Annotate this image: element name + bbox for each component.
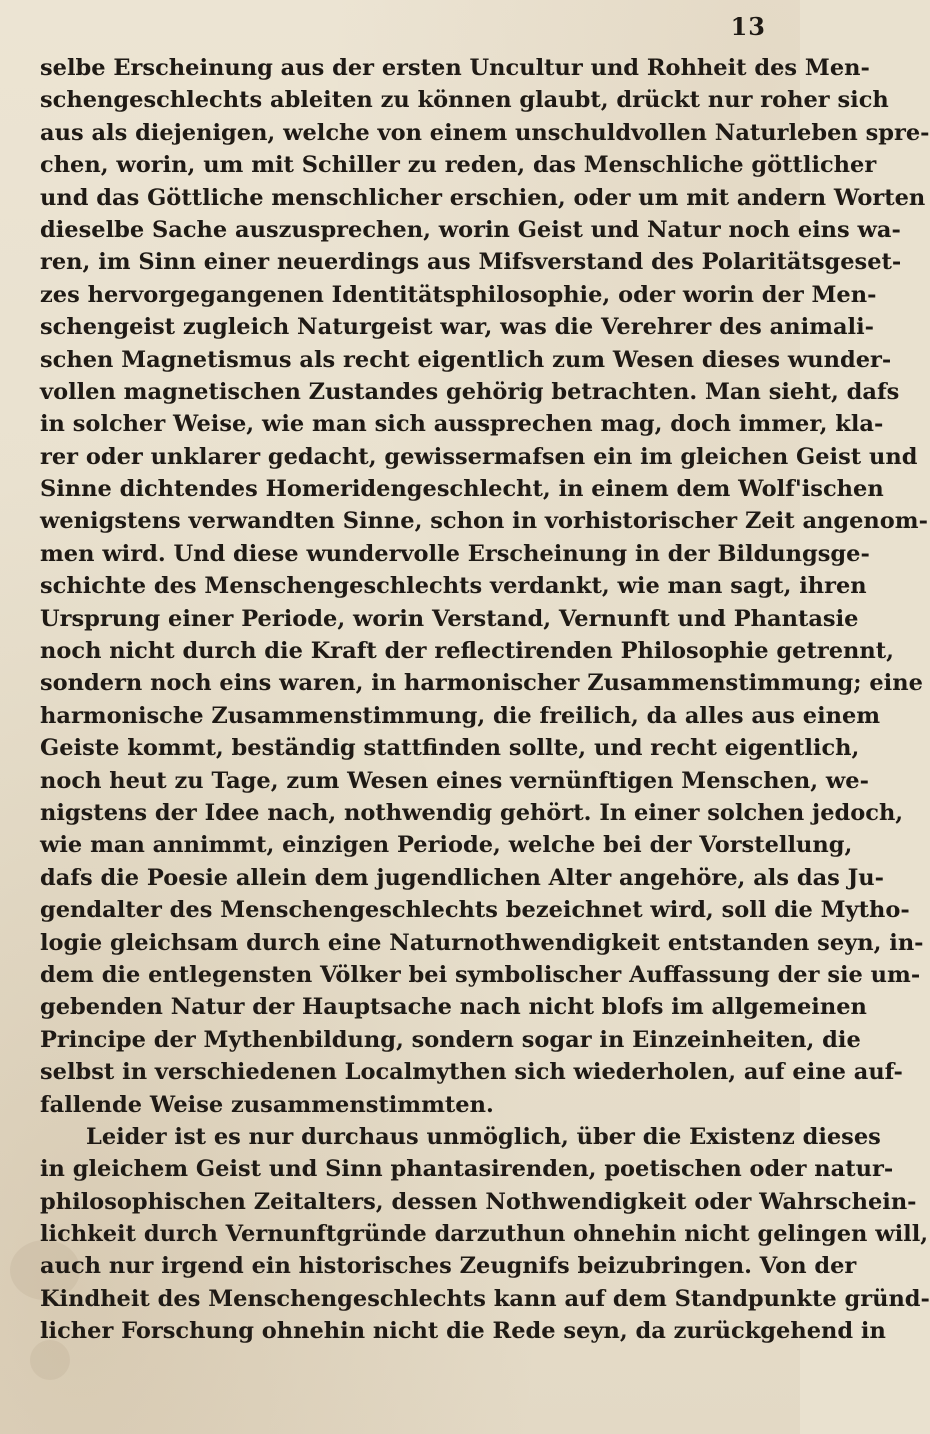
text-line: lichkeit durch Vernunftgründe darzuthun ohnehin nicht gelingen will,	[40, 1221, 929, 1248]
text-line: dem die entlegensten Völker bei symbolischer Auffassung der sie um-	[40, 961, 921, 988]
body-text	[40, 52, 930, 1348]
text-line: schengeschlechts ableiten zu können glaubt, drückt nur roher sich	[40, 87, 889, 114]
text-line: schichte des Menschengeschlechts verdankt, wie man sagt, ihren	[40, 573, 867, 600]
text-line: men wird. Und diese wundervolle Erscheinung in der Bildungsge-	[40, 540, 870, 567]
text-line: dafs die Poesie allein dem jugendlichen Alter angehöre, als das Ju-	[40, 864, 885, 891]
text-line: harmonische Zusammenstimmung, die freilich, da alles aus einem	[40, 702, 881, 729]
text-line: rer oder unklarer gedacht, gewissermafsen ein im gleichen Geist und	[40, 443, 918, 470]
text-line: schengeist zugleich Naturgeist war, was die Verehrer des animali-	[40, 314, 874, 341]
text-line: chen, worin, um mit Schiller zu reden, das Menschliche göttlicher	[40, 152, 877, 179]
text-line: Ursprung einer Periode, worin Verstand, Vernunft und Phantasie	[40, 605, 859, 632]
page-number: 13	[730, 12, 766, 41]
text-line: selbst in verschiedenen Localmythen sich wiederholen, auf eine auf-	[40, 1059, 903, 1086]
text-line: selbe Erscheinung aus der ersten Uncultur und Rohheit des Men-	[40, 55, 870, 81]
text-line: Kindheit des Menschengeschlechts kann auf dem Standpunkte gründ-	[40, 1285, 930, 1312]
text-line: sondern noch eins waren, in harmonischer Zusammenstimmung; eine	[40, 670, 923, 697]
text-line: gendalter des Menschengeschlechts bezeichnet wird, soll die Mytho-	[40, 897, 910, 924]
text-line: vollen magnetischen Zustandes gehörig betrachten. Man sieht, dafs	[40, 378, 900, 405]
text-line: wenigstens verwandten Sinne, schon in vorhistorischer Zeit angenom-	[40, 508, 928, 535]
text-line: Sinne dichtendes Homeridengeschlecht, in einem dem Wolf'ischen	[40, 476, 884, 503]
text-line: in gleichem Geist und Sinn phantasirenden, poetischen oder natur-	[40, 1156, 894, 1183]
text-line: philosophischen Zeitalters, dessen Nothwendigkeit oder Wahrschein-	[40, 1188, 917, 1215]
text-line: noch heut zu Tage, zum Wesen eines vernünftigen Menschen, we-	[40, 767, 869, 794]
text-line: logie gleichsam durch eine Naturnothwendigkeit entstanden seyn, in-	[40, 929, 924, 956]
text-line: ren, im Sinn einer neuerdings aus Mifsverstand des Polaritätsgeset-	[40, 249, 902, 276]
text-line: gebenden Natur der Hauptsache nach nicht blofs im allgemeinen	[40, 994, 867, 1021]
text-line: auch nur irgend ein historisches Zeugnifs beizubringen. Von der	[40, 1253, 857, 1280]
text-line: schen Magnetismus als recht eigentlich zum Wesen dieses wunder-	[40, 346, 892, 373]
text-line: nigstens der Idee nach, nothwendig gehört. In einer solchen jedoch,	[40, 799, 904, 826]
text-line: zes hervorgegangenen Identitätsphilosophie, oder worin der Men-	[40, 281, 877, 308]
text-line: und das Göttliche menschlicher erschien, oder um mit andern Worten	[40, 184, 926, 211]
text-line: Geiste kommt, beständig stattfinden sollte, und recht eigentlich,	[40, 735, 860, 762]
text-line: wie man annimmt, einzigen Periode, welche bei der Vorstellung,	[40, 832, 853, 859]
text-line: licher Forschung ohnehin nicht die Rede seyn, da zurückgehend in	[40, 1318, 886, 1345]
text-line: Principe der Mythenbildung, sondern sogar in Einzeinheiten, die	[40, 1026, 861, 1053]
text-line: noch nicht durch die Kraft der reflectirenden Philosophie getrennt,	[40, 638, 894, 665]
text-line: fallende Weise zusammenstimmten.	[40, 1091, 494, 1118]
text-line: in solcher Weise, wie man sich aussprechen mag, doch immer, kla-	[40, 411, 884, 438]
text-line: Leider ist es nur durchaus unmöglich, über die Existenz dieses	[86, 1123, 881, 1150]
text-line: aus als diejenigen, welche von einem unschuldvollen Naturleben spre-	[40, 119, 930, 146]
text-line: dieselbe Sache auszusprechen, worin Geist und Natur noch eins wa-	[40, 216, 901, 243]
